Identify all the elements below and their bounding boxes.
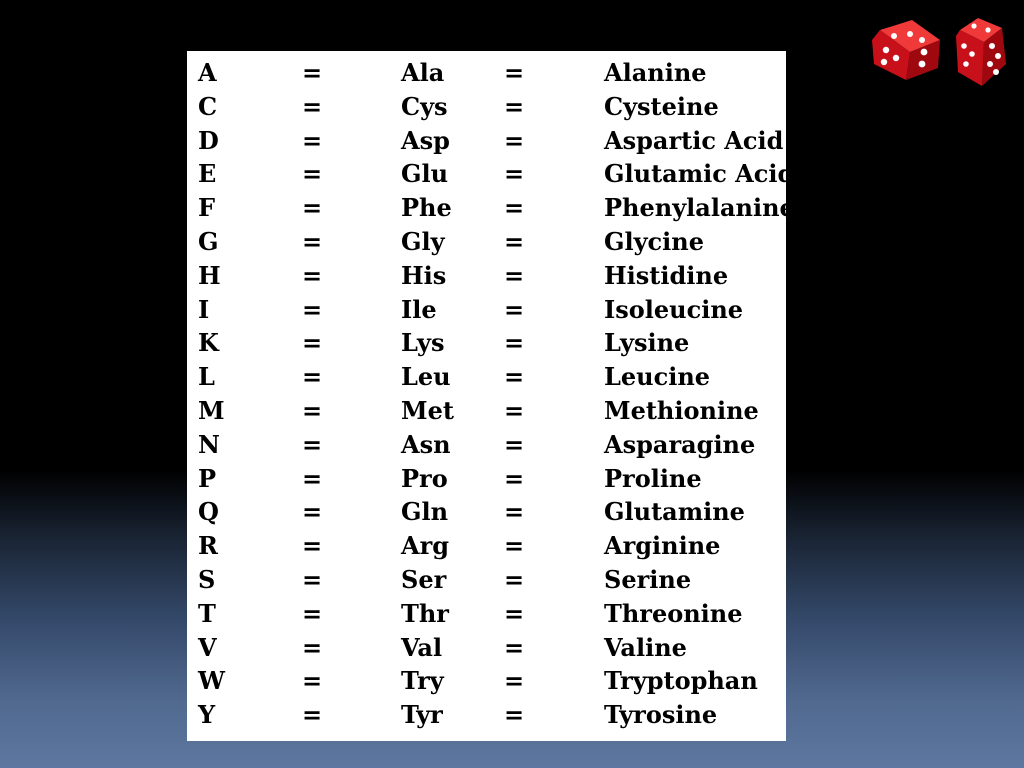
table-row	[187, 259, 786, 293]
equals-sign: =	[302, 91, 323, 121]
one-letter-code: H	[198, 260, 221, 290]
equals-sign: =	[504, 227, 525, 256]
equals-sign: =	[504, 565, 525, 594]
table-row	[187, 462, 786, 496]
three-letter-code: Phe	[401, 193, 452, 223]
equals-sign: =	[302, 328, 323, 358]
one-letter-code: S	[198, 565, 216, 594]
equals-sign: =	[504, 700, 525, 730]
equals-sign: =	[504, 598, 525, 628]
equals-sign: =	[504, 666, 525, 696]
amino-acid-name: Proline	[604, 463, 702, 493]
amino-acid-name: Tyrosine	[604, 700, 718, 730]
equals-sign: =	[504, 531, 525, 561]
table-row	[187, 90, 786, 124]
equals-sign: =	[504, 91, 525, 121]
equals-sign: =	[504, 632, 525, 662]
equals-sign: =	[302, 58, 323, 87]
equals-sign: =	[302, 700, 323, 730]
equals-sign: =	[302, 429, 323, 459]
one-letter-code: E	[198, 159, 217, 189]
equals-sign: =	[302, 531, 323, 561]
equals-sign: =	[504, 362, 525, 392]
left-die	[872, 20, 940, 80]
equals-sign: =	[302, 463, 323, 493]
amino-acid-name: Aspartic Acid	[604, 125, 784, 155]
three-letter-code: Cys	[401, 91, 448, 121]
one-letter-code: V	[198, 632, 217, 662]
equals-sign: =	[504, 193, 525, 223]
amino-acid-name: Histidine	[604, 260, 729, 290]
right-die	[956, 18, 1006, 86]
amino-acid-name: Glutamine	[604, 497, 745, 527]
table-row	[187, 563, 786, 597]
one-letter-code: Q	[198, 497, 219, 527]
table-row	[187, 124, 786, 158]
table-row	[187, 631, 786, 665]
table-row	[187, 529, 786, 563]
table-row	[187, 428, 786, 462]
table-row	[187, 157, 795, 191]
equals-sign: =	[504, 429, 525, 459]
one-letter-code: F	[198, 193, 216, 223]
table-row	[187, 698, 786, 732]
one-letter-code: M	[198, 396, 225, 425]
three-letter-code: Asp	[401, 125, 450, 155]
one-letter-code: P	[198, 463, 217, 493]
three-letter-code: Asn	[401, 429, 451, 459]
equals-sign: =	[302, 260, 323, 290]
one-letter-code: W	[198, 666, 225, 696]
three-letter-code: Ile	[401, 294, 437, 324]
equals-sign: =	[504, 159, 525, 189]
three-letter-code: Val	[401, 632, 443, 662]
equals-sign: =	[302, 193, 323, 223]
amino-acid-name: Isoleucine	[604, 294, 744, 324]
equals-sign: =	[504, 328, 525, 358]
three-letter-code: Glu	[401, 159, 449, 189]
table-row	[187, 225, 786, 259]
three-letter-code: His	[401, 260, 447, 290]
three-letter-code: Met	[401, 396, 454, 425]
amino-acid-name: Arginine	[604, 531, 721, 561]
amino-acid-name: Glycine	[604, 227, 705, 256]
table-row	[187, 56, 786, 90]
one-letter-code: N	[198, 429, 220, 459]
amino-acid-name: Phenylalanine	[604, 193, 795, 223]
table-row	[187, 597, 786, 631]
three-letter-code: Arg	[401, 531, 450, 561]
amino-acid-name: Tryptophan	[604, 666, 758, 696]
three-letter-code: Ala	[401, 58, 445, 87]
equals-sign: =	[504, 497, 525, 527]
equals-sign: =	[302, 666, 323, 696]
equals-sign: =	[504, 396, 525, 425]
equals-sign: =	[504, 463, 525, 493]
table-row	[187, 664, 786, 698]
one-letter-code: Y	[198, 700, 216, 730]
amino-acid-table	[187, 51, 795, 741]
equals-sign: =	[302, 632, 323, 662]
equals-sign: =	[302, 159, 323, 189]
amino-acid-name: Alanine	[604, 58, 707, 87]
amino-acid-name: Serine	[604, 565, 692, 594]
three-letter-code: Try	[401, 666, 444, 696]
equals-sign: =	[302, 362, 323, 392]
one-letter-code: G	[198, 227, 219, 256]
table-row	[187, 495, 786, 529]
one-letter-code: T	[198, 598, 216, 628]
amino-acid-name: Cysteine	[604, 91, 719, 121]
amino-acid-name: Glutamic Acid	[604, 159, 795, 189]
one-letter-code: C	[198, 91, 218, 121]
equals-sign: =	[504, 294, 525, 324]
three-letter-code: Gly	[401, 227, 445, 256]
one-letter-code: R	[198, 531, 218, 561]
amino-acid-name: Asparagine	[604, 429, 756, 459]
three-letter-code: Gln	[401, 497, 449, 527]
table-row	[187, 191, 795, 225]
table-row	[187, 326, 786, 360]
three-letter-code: Tyr	[401, 700, 443, 730]
three-letter-code: Ser	[401, 565, 447, 594]
equals-sign: =	[302, 598, 323, 628]
one-letter-code: A	[198, 58, 217, 87]
one-letter-code: L	[198, 362, 215, 392]
equals-sign: =	[302, 497, 323, 527]
equals-sign: =	[302, 125, 323, 155]
equals-sign: =	[504, 58, 525, 87]
amino-acid-name: Valine	[604, 632, 687, 662]
table-row	[187, 293, 786, 327]
amino-acid-name: Lysine	[604, 328, 690, 358]
equals-sign: =	[302, 396, 323, 425]
equals-sign: =	[302, 294, 323, 324]
one-letter-code: D	[198, 125, 219, 155]
red-dice-icon	[866, 12, 1016, 97]
amino-acid-name: Threonine	[604, 598, 743, 628]
three-letter-code: Lys	[401, 328, 445, 358]
table-row	[187, 360, 786, 394]
equals-sign: =	[504, 260, 525, 290]
equals-sign: =	[504, 125, 525, 155]
three-letter-code: Thr	[401, 598, 449, 628]
one-letter-code: I	[198, 294, 210, 324]
amino-acid-name: Methionine	[604, 396, 759, 425]
amino-acid-name: Leucine	[604, 362, 711, 392]
three-letter-code: Pro	[401, 463, 448, 493]
equals-sign: =	[302, 227, 323, 256]
three-letter-code: Leu	[401, 362, 451, 392]
table-row	[187, 394, 786, 428]
one-letter-code: K	[198, 328, 219, 358]
equals-sign: =	[302, 565, 323, 594]
